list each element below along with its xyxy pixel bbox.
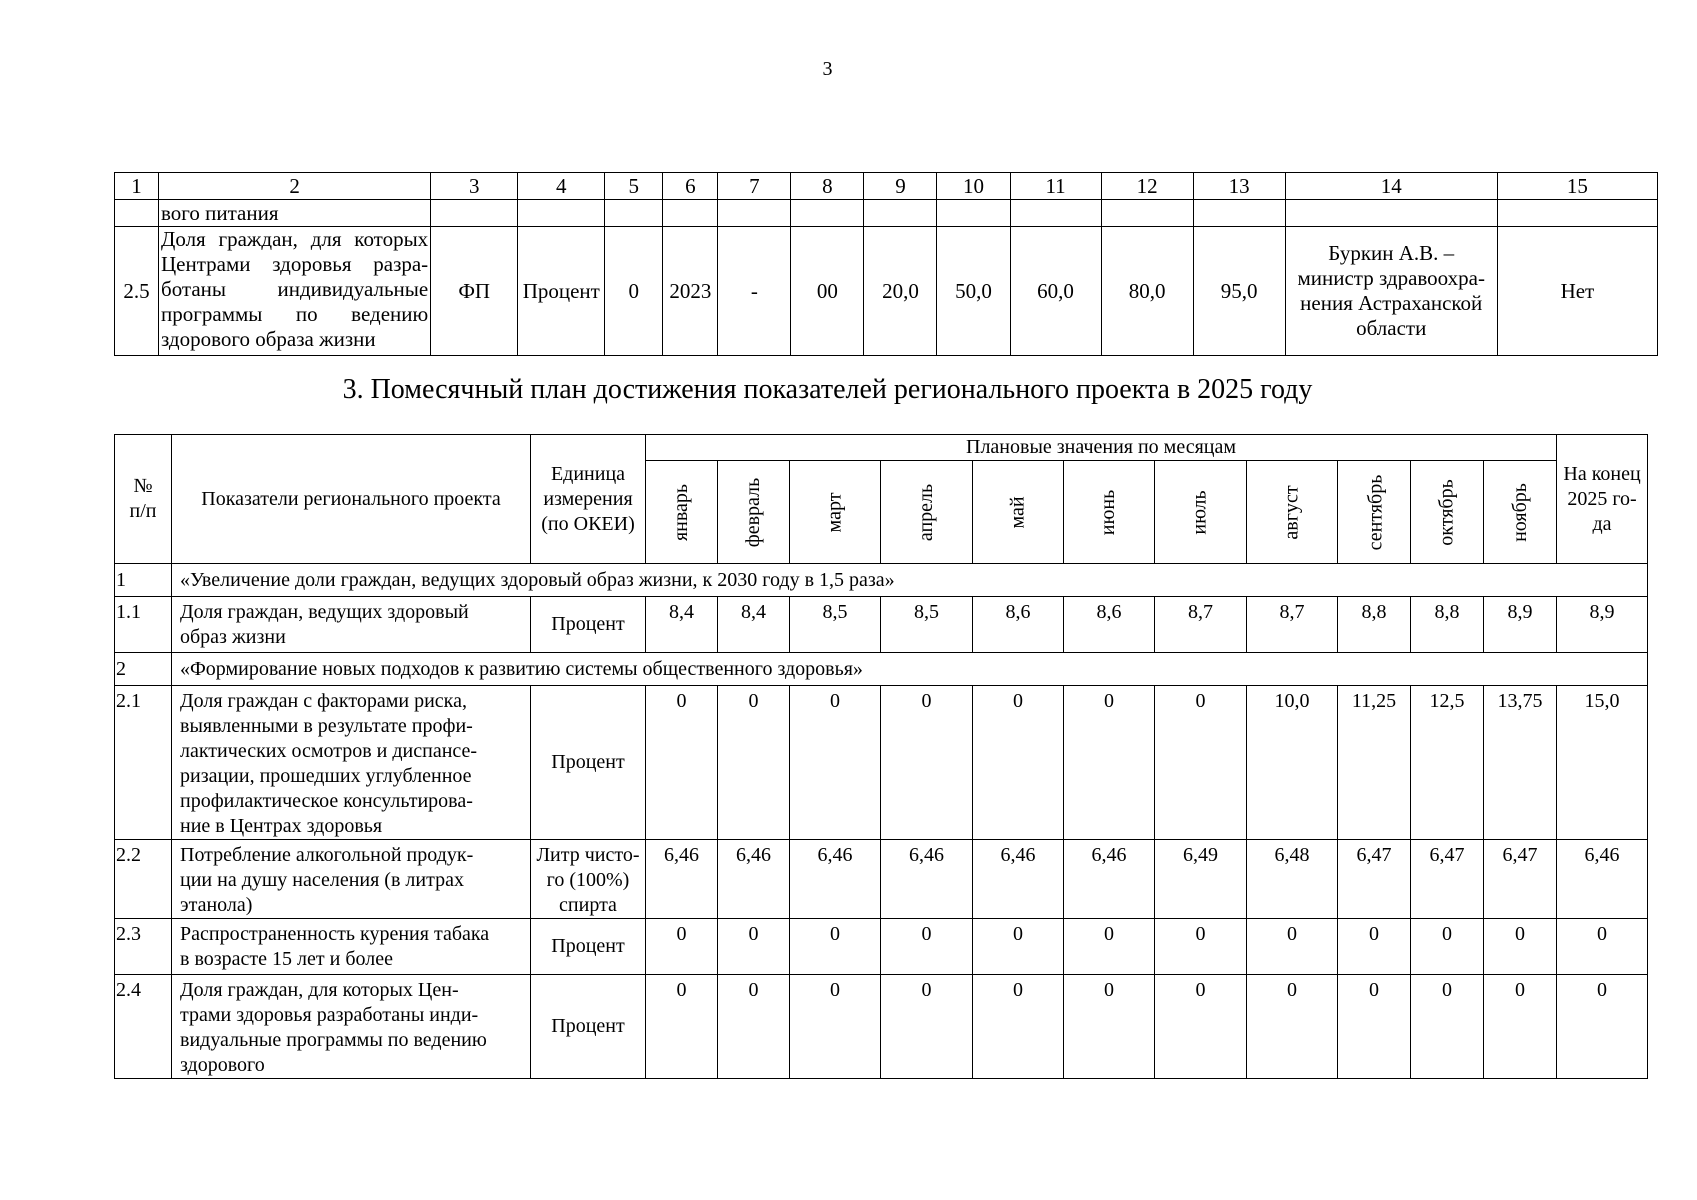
column-number: 9 [864,173,937,200]
month-label: сентябрь [1364,474,1387,550]
month-value: 0 [1411,975,1484,1079]
month-value: 0 [718,975,790,1079]
monthly-plan-table [114,434,1648,1079]
value-cell: 80,0 [1101,227,1193,356]
indicator-name-line: ризации, прошедших углубленное [180,765,472,787]
row-number: 2.1 [115,686,172,840]
column-number: 12 [1101,173,1193,200]
unit-line: Процент [551,613,625,635]
month-header [1411,461,1484,564]
indicator-name [172,597,531,653]
month-value: 0 [973,975,1064,1079]
month-label: ноябрь [1508,482,1531,542]
month-value: 6,46 [881,840,973,919]
indicator-name-line: этанола) [180,894,253,916]
month-value: 0 [718,919,790,975]
header-end-of-year: На конец 2025 го- да [1557,435,1648,564]
indicator-name-line: видуальные программы по ведению [180,1029,487,1051]
indicator-name [172,686,531,840]
end-of-year-value: 0 [1557,919,1648,975]
responsible-person [1285,227,1497,356]
month-value: 0 [718,686,790,840]
month-value: 0 [881,975,973,1079]
column-number: 3 [431,173,518,200]
indicator-name-line: ботаны индивидуальные [161,277,429,301]
month-header [1247,461,1338,564]
month-value: 0 [1484,975,1557,1079]
month-value: 0 [881,686,973,840]
row-number: 2.2 [115,840,172,919]
month-value: 6,47 [1338,840,1411,919]
column-number: 6 [663,173,718,200]
section-row [115,564,1648,597]
indicator-name-line: образ жизни [180,626,286,648]
table-row [115,919,1648,975]
month-value: 6,46 [646,840,718,919]
unit-line: Процент [551,935,625,957]
month-value: 0 [881,919,973,975]
month-header [1064,461,1155,564]
month-header [973,461,1064,564]
month-value: 0 [646,975,718,1079]
value-cell: Нет [1497,227,1657,356]
month-value: 8,4 [718,597,790,653]
month-value: 13,75 [1484,686,1557,840]
column-number: 11 [1010,173,1101,200]
indicator-name-line: выявленными в результате профи- [180,715,473,737]
end-of-year-value: 0 [1557,975,1648,1079]
column-number: 2 [159,173,431,200]
section-text: «Формирование новых подходов к развитию системы общественного здоровья» [172,653,1648,686]
month-value: 8,9 [1484,597,1557,653]
month-value: 8,6 [973,597,1064,653]
month-value: 0 [1411,919,1484,975]
month-value: 6,49 [1155,840,1247,919]
monthly-plan-body [115,564,1648,1079]
month-value: 0 [790,919,881,975]
indicator-name [172,919,531,975]
unit-line: го (100%) [546,869,630,891]
indicator-name-line: Доля граждан, для которых Цен- [180,979,459,1001]
indicator-unit [531,840,646,919]
value-cell: 60,0 [1010,227,1101,356]
continuation-table [114,172,1658,356]
indicator-name-line: трами здоровья разработаны инди- [180,1004,479,1026]
column-number: 8 [791,173,864,200]
header-indicator: Показатели регионального проекта [172,435,531,564]
table-row [115,597,1648,653]
value-cell: - [718,227,791,356]
indicator-name-line: в возрасте 15 лет и более [180,948,393,970]
month-value: 10,0 [1247,686,1338,840]
month-label: февраль [742,477,764,547]
month-value: 6,47 [1484,840,1557,919]
unit-line: спирта [559,894,617,916]
month-value: 8,5 [790,597,881,653]
month-value: 0 [1064,686,1155,840]
table-row [115,840,1648,919]
base-value: 0 [605,227,663,356]
month-value: 0 [1338,919,1411,975]
responsible-line: области [1356,316,1427,340]
month-label: август [1280,484,1303,540]
month-label: март [823,492,846,532]
end-of-year-value: 8,9 [1557,597,1648,653]
indicator-name-line: лактических осмотров и диспансе- [180,740,478,762]
indicator-unit [531,919,646,975]
month-value: 11,25 [1338,686,1411,840]
month-label: апрель [914,483,937,541]
base-year: 2023 [663,227,718,356]
indicator-name-line: программы по ведению [161,302,429,326]
month-value: 0 [973,919,1064,975]
month-header [1484,461,1557,564]
month-value: 0 [1064,919,1155,975]
row-number: 2 [115,653,172,686]
section-title: 3. Помесячный план достижения показателей регионального проекта в 2025 году [342,374,1313,405]
responsible-line: министр здравоохра- [1297,266,1485,290]
row-number: 2.5 [115,227,159,356]
header-num: № п/п [115,435,172,564]
indicator-name-line: профилактическое консультирова- [180,790,473,812]
row-number: 1 [115,564,172,597]
continuation-row [115,200,1658,227]
indicator-name-line: ние в Центрах здоровья [180,815,383,837]
section-text: «Увеличение доли граждан, ведущих здоровый образ жизни, к 2030 году в 1,5 раза» [172,564,1648,597]
month-value: 0 [973,686,1064,840]
month-label: январь [670,483,692,541]
table-row [115,227,1658,356]
month-value: 0 [1247,919,1338,975]
month-value: 6,46 [973,840,1064,919]
indicator-level: ФП [431,227,518,356]
month-header [1338,461,1411,564]
indicator-name-line: Центрами здоровья разра- [161,252,429,276]
indicator-unit: Процент [518,227,605,356]
month-label: май [1006,495,1029,529]
page-number: 3 [822,58,833,80]
column-number: 14 [1285,173,1497,200]
month-value: 0 [790,686,881,840]
indicator-name-line: Доля граждан, ведущих здоровый [180,601,469,623]
value-cell: 00 [791,227,864,356]
table-header-row [115,435,1648,461]
table-row [115,975,1648,1079]
row-number: 2.4 [115,975,172,1079]
header-unit: Единица измерения (по ОКЕИ) [531,435,646,564]
end-of-year-value: 6,46 [1557,840,1648,919]
month-value: 0 [1484,919,1557,975]
month-value: 8,6 [1064,597,1155,653]
month-value: 6,47 [1411,840,1484,919]
month-value: 0 [1155,919,1247,975]
month-value: 8,8 [1338,597,1411,653]
month-value: 0 [1155,686,1247,840]
column-number: 4 [518,173,605,200]
month-value: 0 [1247,975,1338,1079]
column-number: 10 [937,173,1010,200]
header-planned-values: Плановые значения по месяцам [646,435,1557,461]
month-label: июнь [1097,489,1120,535]
unit-line: Литр чисто- [536,844,640,866]
indicator-name [172,975,531,1079]
month-value: 0 [790,975,881,1079]
column-number: 15 [1497,173,1657,200]
responsible-line: нения Астраханской [1300,291,1483,315]
month-value: 6,46 [1064,840,1155,919]
row-number: 2.3 [115,919,172,975]
month-label: июль [1189,489,1211,535]
month-value: 0 [646,686,718,840]
indicator-name-line: здорового [180,1054,265,1076]
month-header [790,461,881,564]
indicator-name-line: Потребление алкогольной продук- [180,844,474,866]
value-cell: 20,0 [864,227,937,356]
end-of-year-value: 15,0 [1557,686,1648,840]
table-row [115,686,1648,840]
indicator-unit [531,975,646,1079]
section-row [115,653,1648,686]
indicator-name-line: Доля граждан с факторами риска, [180,690,467,712]
month-value: 6,46 [718,840,790,919]
column-number: 5 [605,173,663,200]
month-value: 6,46 [790,840,881,919]
unit-line: Процент [551,1015,625,1037]
month-value: 6,48 [1247,840,1338,919]
month-value: 8,5 [881,597,973,653]
month-header [646,461,718,564]
month-value: 8,7 [1155,597,1247,653]
month-value: 0 [1155,975,1247,1079]
indicator-name-line: ции на душу населения (в литрах [180,869,464,891]
indicator-name-line: Доля граждан, для которых [161,227,429,251]
month-header [881,461,973,564]
indicator-name [172,840,531,919]
indicator-unit [531,686,646,840]
month-value: 8,4 [646,597,718,653]
table-header-row [115,173,1658,200]
column-number: 7 [718,173,791,200]
column-number: 1 [115,173,159,200]
month-value: 0 [1338,975,1411,1079]
month-label: октябрь [1435,478,1458,546]
indicator-name-line: Распространенность курения табака [180,923,490,945]
value-cell: 95,0 [1193,227,1285,356]
month-value: 8,8 [1411,597,1484,653]
indicator-name [159,227,431,356]
value-cell: 50,0 [937,227,1010,356]
month-value: 12,5 [1411,686,1484,840]
month-value: 8,7 [1247,597,1338,653]
indicator-unit [531,597,646,653]
month-header [1155,461,1247,564]
unit-line: Процент [551,751,625,773]
indicator-name-line: здорового образа жизни [161,327,376,351]
column-number: 13 [1193,173,1285,200]
row-number: 1.1 [115,597,172,653]
responsible-line: Буркин А.В. – [1328,241,1455,265]
month-value: 0 [646,919,718,975]
month-value: 0 [1064,975,1155,1079]
continuation-text: вого питания [159,200,431,227]
month-header [718,461,790,564]
